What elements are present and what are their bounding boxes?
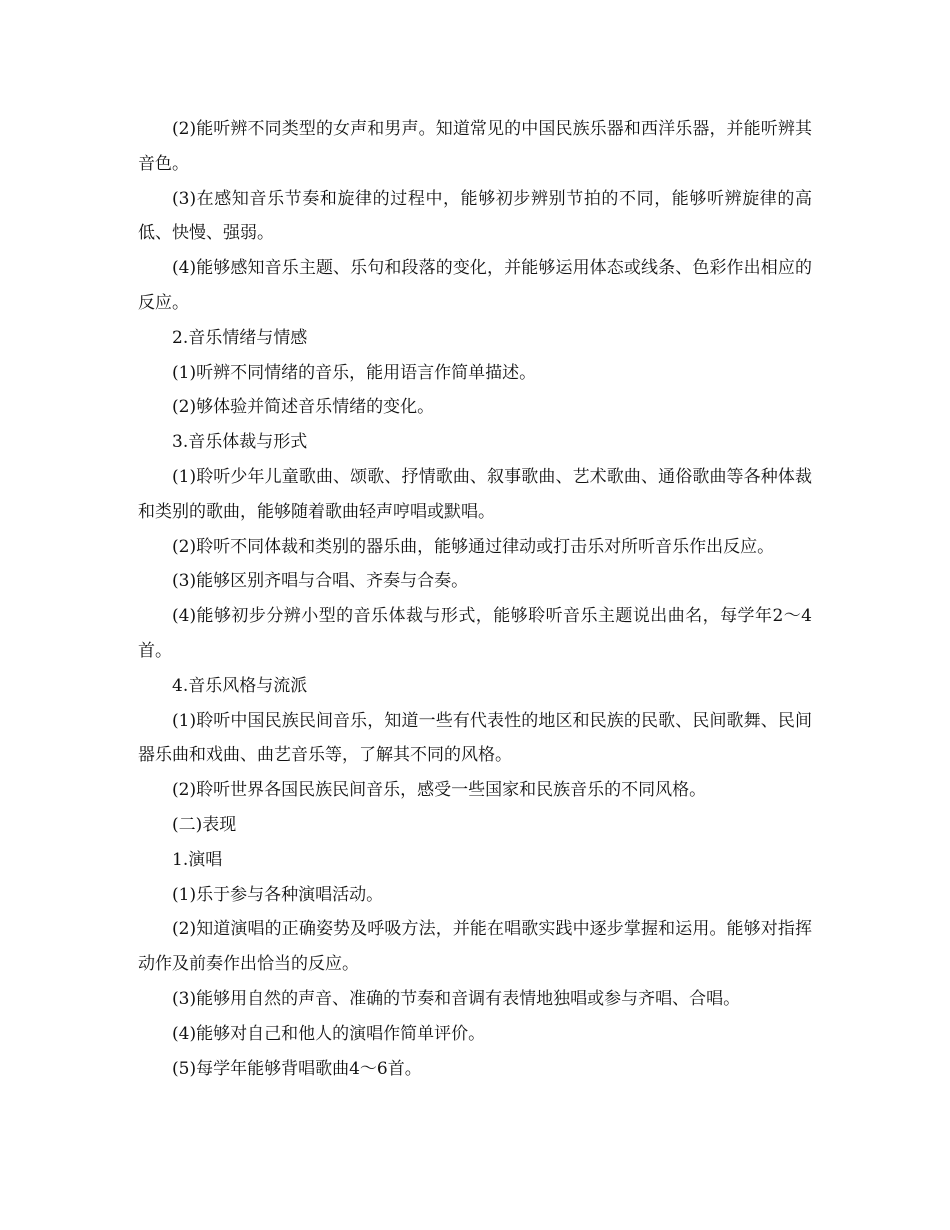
paragraph: (1)乐于参与各种演唱活动。: [172, 884, 384, 905]
section-heading: (二)表现: [172, 814, 237, 835]
paragraph: (4)能够初步分辨小型的音乐体裁与形式，能够聆听音乐主题说出曲名，每学年2～4首。: [138, 606, 812, 661]
paragraph: (5)每学年能够背唱歌曲4～6首。: [172, 1058, 422, 1079]
document-body: [138, 112, 812, 1086]
paragraph: (3)能够用自然的声音、准确的节奏和音调有表情地独唱或参与齐唱、合唱。: [172, 988, 741, 1009]
section-heading: 3.音乐体裁与形式: [172, 432, 308, 453]
paragraph: (3)在感知音乐节奏和旋律的过程中，能够初步辨别节拍的不同，能够听辨旋律的高低、快慢、强弱。: [138, 188, 812, 244]
section-heading: 2.音乐情绪与情感: [172, 327, 308, 348]
paragraph: (4)能够感知音乐主题、乐句和段落的变化，并能够运用体态或线条、色彩作出相应的反应。: [138, 258, 812, 313]
section-heading: 1.演唱: [172, 849, 223, 870]
paragraph: (2)知道演唱的正确姿势及呼吸方法，并能在唱歌实践中逐步掌握和运用。能够对指挥动作及前奏作出恰当的反应。: [138, 919, 812, 975]
paragraph: (2)够体验并简述音乐情绪的变化。: [172, 397, 435, 418]
paragraph: (1)聆听中国民族民间音乐，知道一些有代表性的地区和民族的民歌、民间歌舞、民间器乐曲和戏曲、曲艺音乐等，了解其不同的风格。: [138, 710, 812, 766]
paragraph: (2)聆听不同体裁和类别的器乐曲，能够通过律动或打击乐对所听音乐作出反应。: [172, 536, 775, 557]
paragraph: (2)聆听世界各国民族民间音乐，感受一些国家和民族音乐的不同风格。: [172, 780, 707, 801]
paragraph: (3)能够区别齐唱与合唱、齐奏与合奏。: [172, 571, 469, 592]
paragraph: (2)能听辨不同类型的女声和男声。知道常见的中国民族乐器和西洋乐器，并能听辨其音色。: [138, 119, 812, 174]
paragraph: (4)能够对自己和他人的演唱作简单评价。: [172, 1023, 486, 1044]
paragraph: (1)聆听少年儿童歌曲、颂歌、抒情歌曲、叙事歌曲、艺术歌曲、通俗歌曲等各种体裁和类别的歌曲，能够随着歌曲轻声哼唱或默唱。: [138, 466, 812, 522]
section-heading: 4.音乐风格与流派: [172, 675, 308, 696]
paragraph: (1)听辨不同情绪的音乐，能用语言作简单描述。: [172, 362, 537, 383]
